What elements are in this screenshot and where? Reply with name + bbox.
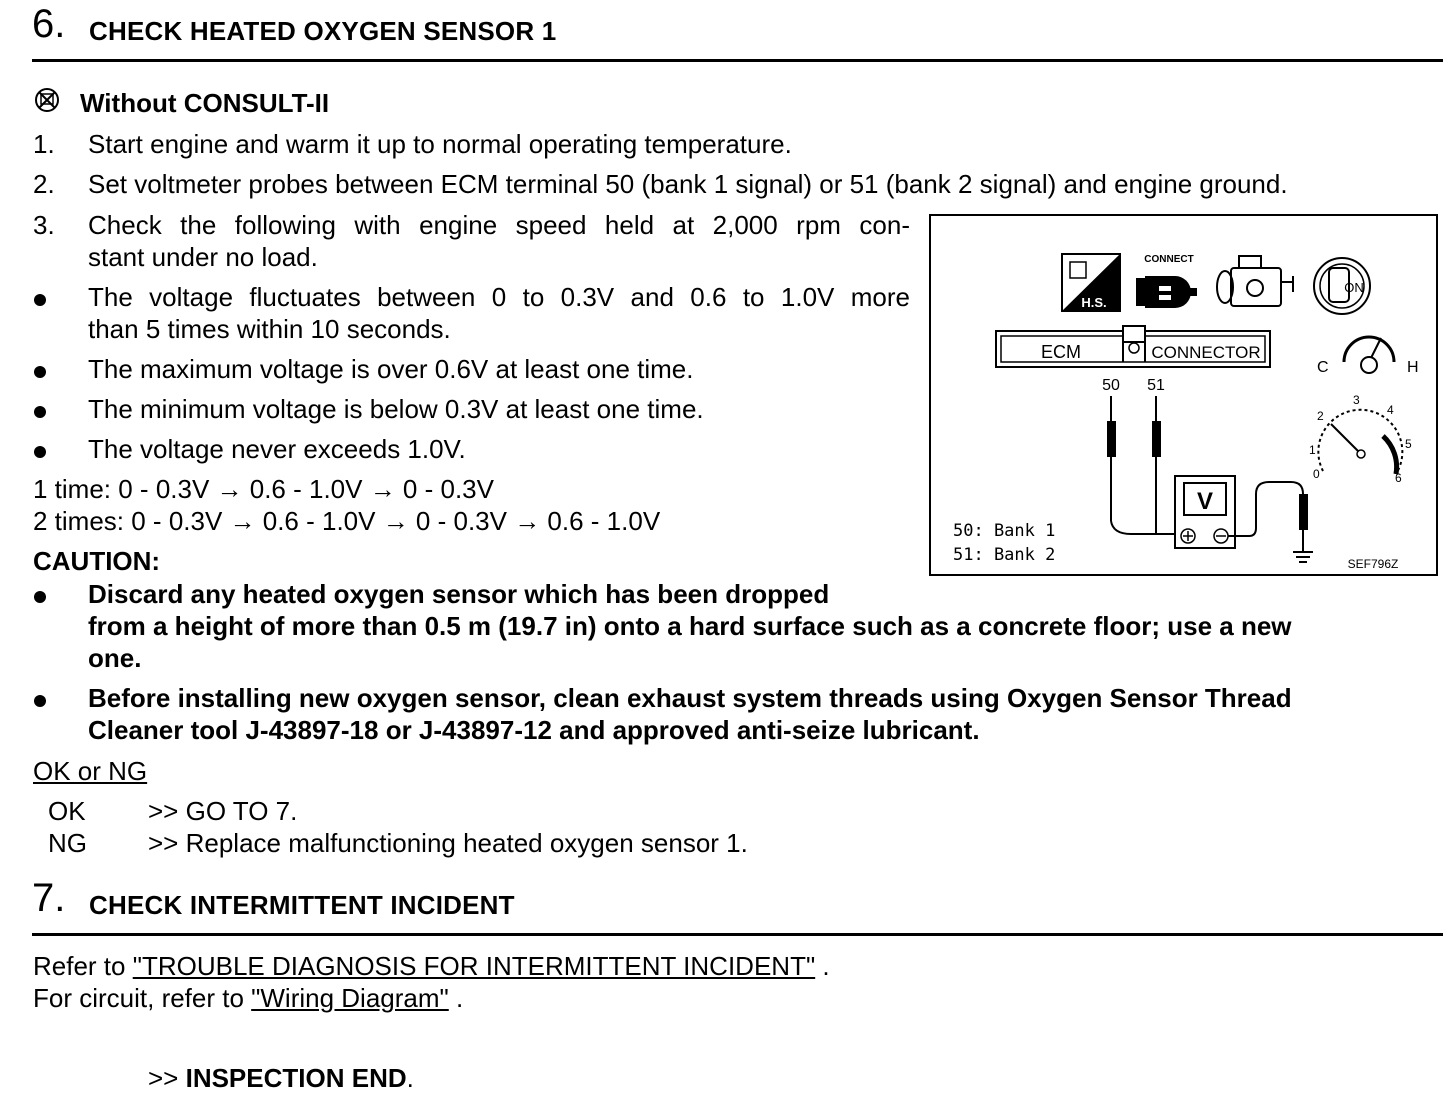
tachometer-icon xyxy=(1309,393,1412,485)
hs-label: H.S. xyxy=(1081,295,1107,310)
instruction-text: Check the following with engine speed held at 2,000 rpm con- xyxy=(88,210,910,240)
figure-code: SEF796Z xyxy=(1347,557,1399,571)
step-number: 6. xyxy=(32,2,66,46)
refer-line xyxy=(33,950,830,982)
step-title: CHECK INTERMITTENT INCIDENT xyxy=(89,890,515,920)
connect-icon xyxy=(1136,254,1197,308)
bullet-icon xyxy=(34,446,46,458)
bullet-icon xyxy=(34,366,46,378)
instruction-text: stant under no load. xyxy=(88,242,318,272)
time-sequence-2: 2 times: 0 - 0.3V → 0.6 - 1.0V → 0 - 0.3V → 0.6 - 1.0V xyxy=(33,506,661,536)
voltmeter-icon xyxy=(1175,476,1235,548)
bullet-icon xyxy=(34,695,46,707)
section-divider xyxy=(32,59,1443,62)
bullet-icon xyxy=(34,294,46,306)
trouble-diagnosis-link[interactable]: "TROUBLE DIAGNOSIS FOR INTERMITTENT INCIDENT" xyxy=(132,951,816,981)
check-text: than 5 times within 10 seconds. xyxy=(88,314,451,344)
temp-hot-label: H xyxy=(1407,359,1419,376)
time-sequence-1: 1 time: 0 - 0.3V → 0.6 - 1.0V → 0 - 0.3V xyxy=(33,474,494,504)
caution-text: from a height of more than 0.5 m (19.7 in) onto a hard surface such as a concrete floor; use a new xyxy=(88,611,1292,641)
on-label: ON xyxy=(1344,280,1364,295)
instruction-text: Set voltmeter probes between ECM terminal 50 (bank 1 signal) or 51 (bank 2 signal) and engine ground. xyxy=(88,169,1288,199)
end-suffix: . xyxy=(406,1063,414,1093)
temperature-gauge-icon xyxy=(1317,337,1419,376)
refer-prefix: Refer to xyxy=(33,951,133,981)
inspection-end-text: INSPECTION END xyxy=(185,1063,407,1093)
check-text: The maximum voltage is over 0.6V at least one time. xyxy=(88,354,694,384)
voltmeter-diagram xyxy=(929,214,1438,576)
tach-mark-5: 5 xyxy=(1405,437,1412,451)
tach-mark-1: 1 xyxy=(1309,443,1316,457)
instruction-number: 1. xyxy=(33,129,55,159)
ok-or-ng-label: OK or NG xyxy=(33,756,148,786)
tach-mark-2: 2 xyxy=(1317,409,1324,423)
terminal-50-label: 50 xyxy=(1102,377,1120,394)
tach-mark-4: 4 xyxy=(1387,403,1394,417)
step-title: CHECK HEATED OXYGEN SENSOR 1 xyxy=(89,16,557,46)
bullet-icon xyxy=(34,591,46,603)
check-text: The voltage fluctuates between 0 to 0.3V and 0.6 to 1.0V more xyxy=(88,282,910,312)
caution-label: CAUTION: xyxy=(33,546,161,576)
end-prefix: >> xyxy=(148,1063,186,1093)
probe-wires xyxy=(1107,396,1181,534)
instruction-number: 3. xyxy=(33,210,55,240)
result-action-ok: >> GO TO 7. xyxy=(148,796,298,826)
result-action-ng: >> Replace malfunctioning heated oxygen sensor 1. xyxy=(148,828,748,858)
circuit-suffix: . xyxy=(448,983,464,1013)
inspection-end-line xyxy=(148,1062,414,1094)
result-key-ng: NG xyxy=(48,828,87,858)
wiring-diagram-link[interactable]: "Wiring Diagram" xyxy=(251,983,449,1013)
tach-mark-3: 3 xyxy=(1353,393,1360,407)
circuit-prefix: For circuit, refer to xyxy=(33,983,252,1013)
ground-wire xyxy=(1228,482,1313,562)
temp-cold-label: C xyxy=(1317,359,1329,376)
refer-suffix: . xyxy=(815,951,830,981)
consult-prohibited-icon xyxy=(33,86,61,114)
hs-icon xyxy=(1062,254,1120,311)
check-text: The voltage never exceeds 1.0V. xyxy=(88,434,466,464)
connect-label: CONNECT xyxy=(1144,254,1194,265)
check-text: The minimum voltage is below 0.3V at least one time. xyxy=(88,394,704,424)
tach-mark-0: 0 xyxy=(1313,467,1320,481)
engine-icon xyxy=(1217,256,1293,306)
without-consult-heading: Without CONSULT-II xyxy=(80,88,330,118)
result-key-ok: OK xyxy=(48,796,86,826)
terminal-51-label: 51 xyxy=(1147,377,1165,394)
circuit-line xyxy=(33,982,463,1014)
caution-text: one. xyxy=(88,643,142,673)
caution-text: Before installing new oxygen sensor, clean exhaust system threads using Oxygen Sensor Thread xyxy=(88,683,1292,713)
caution-text: Cleaner tool J-43897-18 or J-43897-12 and approved anti-seize lubricant. xyxy=(88,715,980,745)
step-number: 7. xyxy=(32,876,66,920)
ecm-label: ECM xyxy=(1041,342,1081,362)
instruction-number: 2. xyxy=(33,169,55,199)
caution-text: Discard any heated oxygen sensor which has been dropped xyxy=(88,579,830,609)
bullet-icon xyxy=(34,406,46,418)
voltmeter-label: V xyxy=(1196,488,1214,515)
section-divider xyxy=(32,933,1443,936)
ignition-key-icon xyxy=(1314,258,1370,314)
ecm-connector xyxy=(996,326,1270,367)
connector-label: CONNECTOR xyxy=(1151,343,1261,362)
tach-mark-6: 6 xyxy=(1395,471,1402,485)
instruction-text: Start engine and warm it up to normal operating temperature. xyxy=(88,129,792,159)
legend-bank-1: 50: Bank 1 xyxy=(953,521,1056,541)
legend-bank-2: 51: Bank 2 xyxy=(953,545,1056,565)
